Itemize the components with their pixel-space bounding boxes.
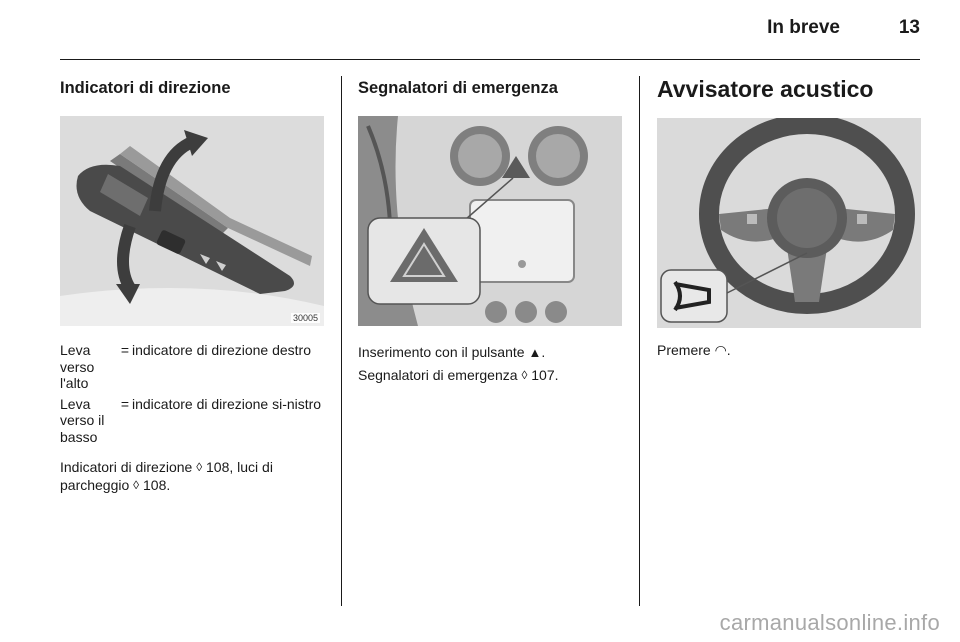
page-reference-icon: ◊ xyxy=(133,478,140,492)
section-title: In breve xyxy=(767,17,840,38)
horn-instruction xyxy=(657,342,921,359)
turn-signals-section xyxy=(60,72,324,495)
horn-section xyxy=(657,72,921,359)
definition-description: indicatore di direzione si-nistro xyxy=(132,395,322,412)
column-divider xyxy=(341,76,342,606)
steering-wheel-drawing xyxy=(657,118,921,328)
page-header xyxy=(60,0,920,60)
page-reference-icon: ◊ xyxy=(196,460,203,474)
column-divider xyxy=(639,76,640,606)
definition-list xyxy=(60,342,324,445)
body-text: , luci di parcheggio xyxy=(60,459,273,493)
section-heading: Avvisatore acustico xyxy=(657,76,874,102)
body-text: . xyxy=(166,477,171,493)
hazard-section xyxy=(358,72,622,385)
section-heading: Segnalatori di emergenza xyxy=(358,79,558,97)
turn-signal-lever-illustration xyxy=(60,116,324,326)
turn-signal-lever-drawing xyxy=(60,116,324,326)
body-text: . xyxy=(541,344,546,360)
body-text: Indicatori di direzione xyxy=(60,459,197,475)
hazard-icon: ▲ xyxy=(528,345,542,360)
definition-equals: = xyxy=(120,395,130,412)
body-text: . xyxy=(554,367,559,383)
definition-term: Leva verso l'alto xyxy=(60,342,95,391)
hazard-instruction xyxy=(358,344,622,361)
figure-code: 30005 xyxy=(292,313,318,323)
body-text: . xyxy=(726,342,731,358)
body-text: Premere xyxy=(657,342,715,358)
body-text: Inserimento con il pulsante xyxy=(358,344,529,360)
definition-description: indicatore di direzione destro xyxy=(132,342,311,358)
definition-row xyxy=(60,396,324,446)
page-reference-icon: ◊ xyxy=(521,368,528,382)
page-reference-link[interactable]: 108 xyxy=(143,477,167,493)
dashboard-drawing xyxy=(358,116,622,326)
watermark: carmanualsonline.info xyxy=(719,610,940,635)
definition-row xyxy=(60,342,324,392)
page-reference-link[interactable]: 107 xyxy=(531,367,555,383)
body-text: Segnalatori di emergenza xyxy=(358,367,522,383)
page-reference-link[interactable]: 108 xyxy=(206,459,230,475)
definition-term: Leva verso il basso xyxy=(60,395,105,445)
hazard-reference xyxy=(358,367,622,385)
section-heading: Indicatori di direzione xyxy=(60,79,231,97)
page-number: 13 xyxy=(898,17,920,38)
horn-icon: ◠ xyxy=(714,342,727,358)
turn-signals-reference xyxy=(60,459,324,495)
hazard-button-illustration xyxy=(358,116,622,326)
definition-equals: = xyxy=(120,342,130,358)
steering-wheel-illustration xyxy=(657,118,921,328)
